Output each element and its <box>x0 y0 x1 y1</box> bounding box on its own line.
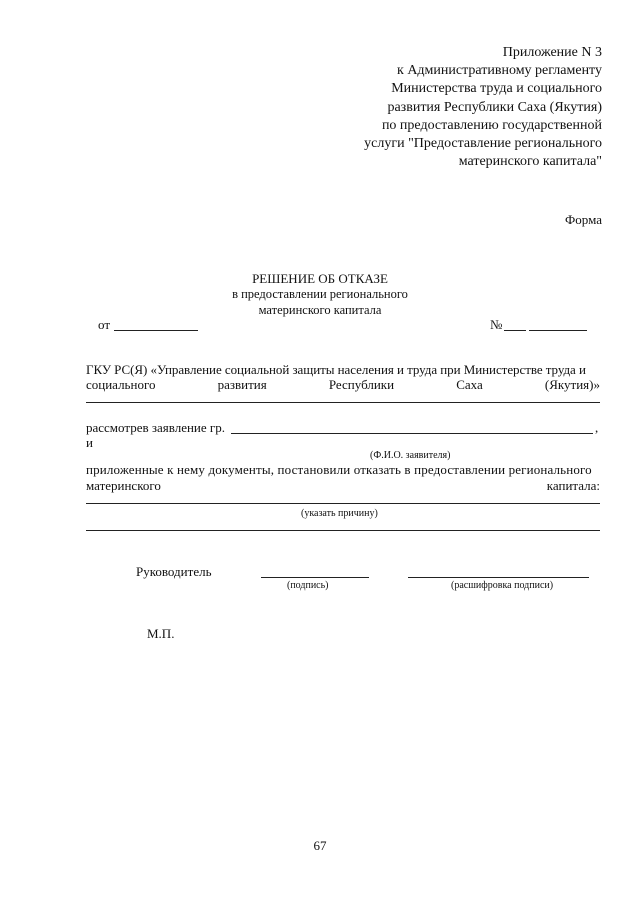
signature-hint: (подпись) <box>287 580 329 591</box>
document-subtitle: в предоставлении регионального <box>232 287 408 301</box>
date-label: от <box>98 317 111 332</box>
appendix-line: к Административному регламенту <box>397 63 602 79</box>
signature-line <box>261 577 369 578</box>
appendix-line: по предоставлению государственной <box>381 117 602 133</box>
reason-line-1 <box>86 503 600 504</box>
stamp-label: М.П. <box>147 626 175 641</box>
agency-word: социального <box>86 377 156 392</box>
number-label: № <box>490 317 503 332</box>
refusal-line-1: приложенные к нему документы, постановили отказать в предоставлении регионального <box>86 462 592 477</box>
reason-hint: (указать причину) <box>301 508 378 519</box>
refusal-line-2-left: материнского <box>86 478 161 493</box>
signature-role: Руководитель <box>136 564 212 579</box>
and-text: и <box>86 435 93 450</box>
appendix-line: Приложение N 3 <box>502 45 602 60</box>
number-field-line-2 <box>529 330 587 331</box>
document-subtitle-2: материнского капитала <box>258 303 382 317</box>
date-field-line <box>114 330 198 331</box>
appendix-line: услуги "Предоставление регионального <box>364 136 602 152</box>
appendix-line: материнского капитала" <box>458 154 602 170</box>
considered-label: рассмотрев заявление гр. <box>86 420 225 435</box>
page-number: 67 <box>313 838 327 853</box>
appendix-line: развития Республики Саха (Якутия) <box>387 99 602 115</box>
reason-line-2 <box>86 530 600 531</box>
agency-word: развития <box>217 377 267 392</box>
agency-underline <box>86 402 600 403</box>
fio-hint: (Ф.И.О. заявителя) <box>370 450 451 461</box>
document-title: РЕШЕНИЕ ОБ ОТКАЗЕ <box>252 271 388 286</box>
appendix-header <box>364 44 602 171</box>
refusal-line-2-right: капитала: <box>546 478 600 493</box>
agency-word: Республики <box>328 377 395 392</box>
agency-line-2 <box>86 377 600 393</box>
agency-word: (Якутия)» <box>544 377 600 392</box>
form-label: Форма <box>565 212 602 227</box>
agency-word: Саха <box>456 377 483 392</box>
agency-line-1: ГКУ РС(Я) «Управление социальной защиты населения и труда при Министерстве труда и <box>86 362 586 377</box>
applicant-name-line <box>231 433 593 434</box>
signature-decode-line <box>408 577 589 578</box>
number-field-line-1 <box>504 330 526 331</box>
appendix-line: Министерства труда и социального <box>391 81 602 97</box>
comma: , <box>595 420 599 435</box>
signature-decode-hint: (расшифровка подписи) <box>451 580 554 591</box>
